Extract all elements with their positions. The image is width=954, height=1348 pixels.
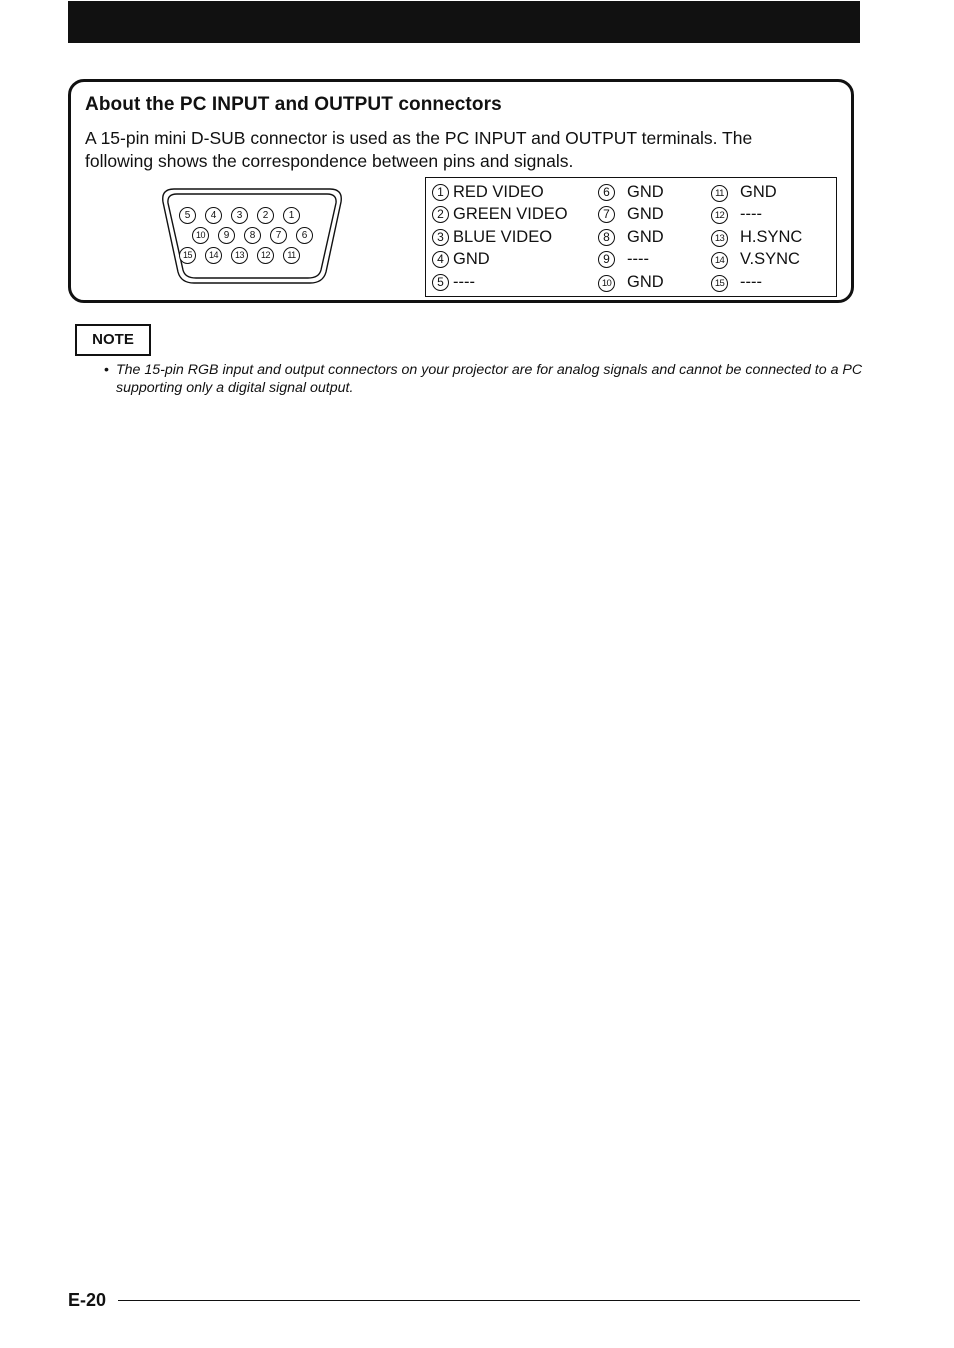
- connector-pin-14: 14: [205, 247, 222, 264]
- connector-pin-13: 13: [231, 247, 248, 264]
- pin-entry-2: [432, 204, 568, 224]
- note-label: NOTE: [75, 324, 151, 356]
- pin-signal: BLUE VIDEO: [453, 227, 553, 246]
- section-description: A 15-pin mini D-SUB connector is used as the PC INPUT and OUTPUT terminals. The following shows the correspondence between pins and signals.: [85, 128, 753, 171]
- pin-entry-5: [432, 272, 475, 292]
- pin-number: 10: [598, 275, 615, 292]
- section-title: About the PC INPUT and OUTPUT connectors: [85, 94, 502, 115]
- pin-entry-4: [432, 249, 490, 269]
- footer-rule: [118, 1300, 860, 1301]
- pin-signal: GND: [627, 272, 664, 291]
- pin-entry-6: [598, 182, 664, 202]
- pin-signal: GND: [627, 205, 664, 224]
- pin-signal: GND: [627, 227, 664, 246]
- connector-pin-4: 4: [205, 207, 222, 224]
- pin-number: 5: [432, 274, 449, 291]
- note-body: The 15-pin RGB input and output connectors on your projector are for analog signals and cannot be connected to a PC supporting only a digital signal output.: [116, 362, 863, 396]
- pin-signal: ----: [740, 272, 762, 291]
- pin-entry-10: [598, 272, 664, 292]
- pin-entry-13: [711, 227, 802, 247]
- pin-entry-7: [598, 204, 664, 224]
- d-sub-connector-diagram: [160, 188, 344, 284]
- pin-signal: ----: [740, 205, 762, 224]
- note-bullet: •: [104, 362, 109, 378]
- pin-signal: V.SYNC: [740, 250, 800, 269]
- connector-pin-6: 6: [296, 227, 313, 244]
- pin-entry-1: [432, 182, 544, 202]
- pin-signal: GND: [740, 183, 777, 201]
- pin-number: 9: [598, 251, 615, 268]
- connector-pin-11: 11: [283, 247, 300, 264]
- pin-entry-8: [598, 227, 664, 247]
- connector-pin-9: 9: [218, 227, 235, 244]
- pin-entry-12: [711, 204, 762, 224]
- pin-number: 6: [598, 184, 615, 201]
- pin-entry-9: [598, 249, 649, 269]
- connector-pin-10: 10: [192, 227, 209, 244]
- pin-number: 8: [598, 229, 615, 246]
- connector-pin-7: 7: [270, 227, 287, 244]
- pin-number: 13: [711, 230, 728, 247]
- pin-number: 11: [711, 185, 728, 202]
- pin-signal: GND: [627, 183, 664, 201]
- pin-number: 3: [432, 229, 449, 246]
- pin-number: 15: [711, 275, 728, 292]
- pin-number: 14: [711, 252, 728, 269]
- pin-signal-table: [425, 177, 837, 297]
- connector-info-box: [68, 79, 854, 303]
- page-number: E-20: [68, 1290, 107, 1310]
- connector-pin-1: 1: [283, 207, 300, 224]
- pin-entry-11: [711, 182, 777, 202]
- pin-signal: ----: [453, 272, 475, 291]
- pin-signal: ----: [627, 250, 649, 269]
- note-text: [104, 362, 864, 397]
- connector-pin-8: 8: [244, 227, 261, 244]
- pin-number: 7: [598, 206, 615, 223]
- pin-signal: GND: [453, 250, 490, 269]
- pin-number: 2: [432, 206, 449, 223]
- pin-number: 12: [711, 207, 728, 224]
- connector-pin-12: 12: [257, 247, 274, 264]
- pin-number: 4: [432, 251, 449, 268]
- pin-entry-14: [711, 249, 800, 269]
- pin-signal: H.SYNC: [740, 227, 803, 246]
- connector-pin-3: 3: [231, 207, 248, 224]
- pin-number: 1: [432, 184, 449, 201]
- pin-signal: RED VIDEO: [453, 183, 544, 201]
- pin-signal: GREEN VIDEO: [453, 205, 568, 224]
- pin-entry-3: [432, 227, 552, 247]
- connector-pin-5: 5: [179, 207, 196, 224]
- pin-entry-15: [711, 272, 762, 292]
- connector-pin-15: 15: [179, 247, 196, 264]
- connector-pin-2: 2: [257, 207, 274, 224]
- header-bar: [68, 1, 860, 43]
